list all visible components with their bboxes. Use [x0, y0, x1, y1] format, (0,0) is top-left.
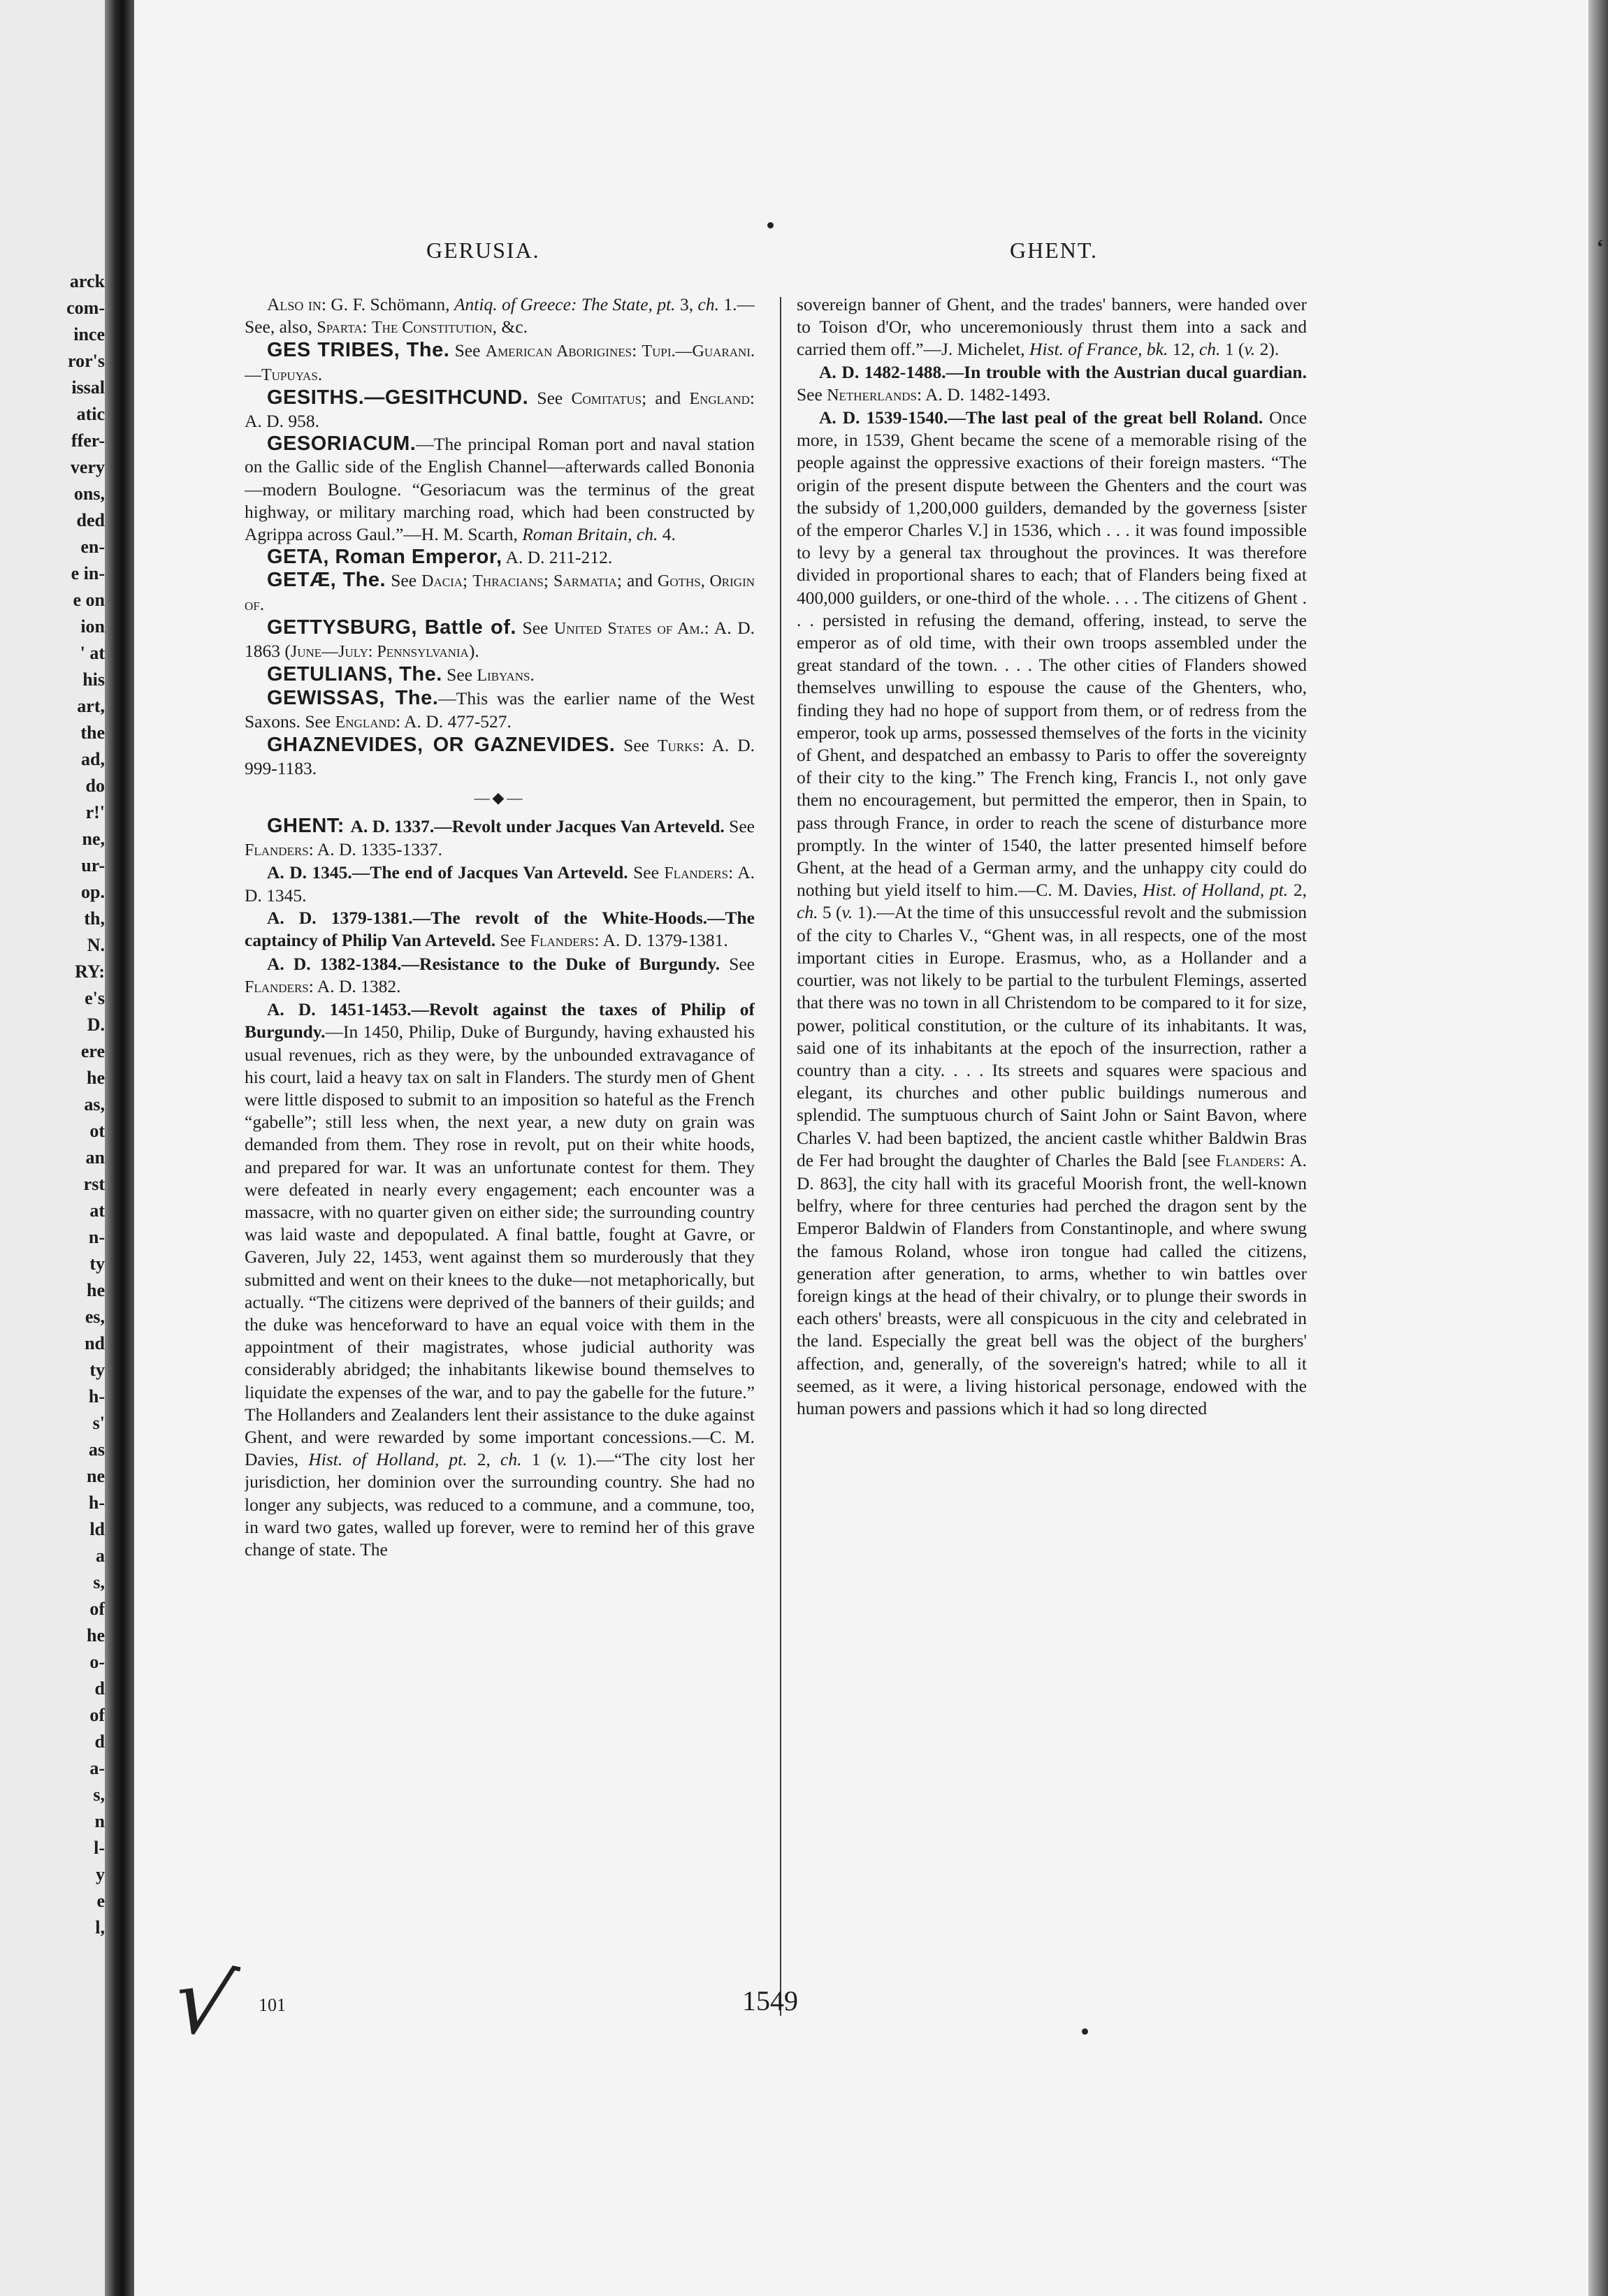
entry-text: —In 1450, Philip, Duke of Burgundy, having exhausted his usual revenues, rich as they were, by the unbounded extravagance of his court, laid a heavy tax on salt in Flanders. The sturdy men of Ghent were little disposed to submit to an imposition so hateful as the French “gabelle”; still less when, the next year, a new duty on grain was demanded from them. They rose in revolt, put on their white hoods, and prepared for war. It was an unfortunate contest for them. They were defeated in nearly every engagement; each encounter was a massacre, with no quarter given on either side; the surrounding country was laid waste and depopulated. A final battle, fought at Gavre, or Gaveren, July 22, 1453, went against them so murderously that they submitted and went on their knees to the duke—not metaphorically, but actually. “The citizens were deprived of the banners of their guilds; and the duke was henceforward to have an equal voice with them in the appointment of their magistrates, whose judicial authority was considerably abridged; the inhabitants likewise bound themselves to liquidate the expenses of the war, and to pay the gabelle for the future.” The Hollanders and Zealanders lent their assistance to the duke against Ghent, and were rewarded by some important concessions.—C. M. Davies,: [245, 1022, 755, 1470]
dictionary-entry: [797, 361, 1307, 407]
entry-text: : A. D. 863], the city hall with its graceful Moorish front, the well-known belfry, where for three centuries had perched the dragon sent by the Emperor Baldwin of Flanders from Constantinople, and where swung the famous Roland, whose iron tongue had called the citizens, generation after generation, to arms, whether to win battles over foreign kings at the head of their chivalry, or to plunge their swords in each others' breasts, were all conspicuous in the city and celebrated in the land. Especially the great bell was the object of the burghers' affection, and, generally, of the sovereign's hatred; while to all it seemed, as it were, a living historical personage, endowed with the human powers and passions which it had so long directed: [797, 1149, 1307, 1418]
entry-text: : A. D. 1482-1493.: [916, 384, 1051, 405]
prev-page-fragment: o-: [89, 1652, 105, 1672]
column-rule: [780, 297, 781, 2016]
prev-page-fragment: ion: [80, 616, 105, 637]
dictionary-entry: [245, 734, 755, 780]
entry-text: See: [442, 664, 477, 685]
signature-number: 101: [259, 1995, 286, 2015]
running-head-left: GERUSIA.: [426, 238, 540, 263]
entry-text: ).: [468, 641, 479, 662]
entry-text: See: [720, 953, 755, 974]
prev-page-fragment: ld: [89, 1519, 105, 1539]
prev-page-fragment: as: [88, 1439, 105, 1460]
entry-text: See: [516, 617, 554, 638]
page-right-edge: [1588, 0, 1608, 2296]
prev-page-fragment: art,: [77, 696, 105, 716]
entry-text: See: [615, 734, 658, 755]
entry-text: —The principal Roman port and naval station on the Gallic side of the English Channel—afterwards called Bononia—modern Boulogne. “Gesoriacum was the terminus of the great highway, or military marching road, which had been constructed by Agrippa across Gaul.”—H. M. Scarth,: [245, 434, 755, 545]
dictionary-entry: [245, 815, 755, 861]
entry-text: 3,: [679, 294, 698, 314]
prev-page-fragment: ror's: [68, 351, 105, 371]
entry-text: See: [724, 816, 755, 837]
entry-text: : A. D. 477-527.: [396, 711, 512, 732]
entry-text: 1 (: [1220, 339, 1245, 360]
prev-page-fragment: as,: [84, 1094, 105, 1114]
prev-page-fragment: s,: [93, 1572, 105, 1592]
prev-page-fragment: ty: [89, 1360, 105, 1380]
entry-text: : A. D. 1345.: [245, 862, 755, 906]
prev-page-fragment: the: [80, 722, 105, 743]
entry-subheading: A. D. 1539-1540.—The last peal of the great bell Roland.: [819, 407, 1263, 428]
prev-page-fragment: e: [96, 1891, 105, 1911]
prev-page-fragment: r!': [85, 802, 105, 822]
entry-text: 1).—At the time of this unsuccessful revolt and the submission of the city to Charles V., “Ghent was, in all respects, one of the most important cities in Europe. Erasmus, who, as a Hollander and a courtier, was not likely to be partial to the turbulent Flemings, asserted that there was no town in all Christendom to be compared to it for size, power, political constitution, or the culture of its inhabitants. It was, said one of its inhabitants at the epoch of the insurrection, rather a country than a city. . . . Its streets and squares were spacious and elegant, its churches and other public buildings numerous and splendid. The sumptuous church of Saint John or Saint Bavon, where Charles V. had been baptized, the ancient castle whither Baldwin Bras de Fer had brought the daughter of Charles the Bald [see: [797, 902, 1307, 1170]
entry-text: Hist. of France, bk.: [1029, 339, 1168, 360]
entry-text: : A. D. 958.: [245, 387, 755, 432]
entry-text: Flanders: [1215, 1151, 1280, 1170]
entry-text: v.: [556, 1449, 567, 1470]
prev-page-fragment: n: [94, 1811, 105, 1831]
ink-dot: [1082, 2028, 1088, 2035]
entry-text: ; and: [616, 570, 658, 591]
entry-headword: GETTYSBURG, Battle of.: [267, 616, 516, 639]
entry-text: ch.: [697, 294, 719, 314]
prev-page-fragment: es,: [85, 1307, 105, 1327]
prev-page-fragment: at: [89, 1200, 105, 1221]
entry-text: : G. F. Schömann,: [321, 294, 454, 314]
prev-page-fragment: of: [89, 1599, 105, 1619]
prev-page-fragment: d: [94, 1731, 105, 1752]
entry-text: Flanders: [245, 978, 309, 996]
right-column: [797, 293, 1307, 1977]
prev-page-fragment: an: [85, 1147, 105, 1168]
prev-page-fragment: rst: [83, 1174, 105, 1194]
entry-text: .: [317, 363, 323, 384]
prev-page-fragment: e on: [73, 590, 105, 610]
left-column: [245, 293, 755, 1998]
entry-text: See: [449, 340, 486, 361]
dictionary-entry: [797, 293, 1307, 361]
entry-subheading: A. D. 1337.—Revolt under Jacques Van Arteveld.: [350, 816, 725, 837]
entry-headword: GETULIANS, The.: [267, 663, 442, 686]
entry-text: See: [628, 862, 665, 882]
prev-page-fragment: en-: [80, 537, 105, 557]
entry-text: 1 (: [521, 1449, 556, 1470]
entry-text: June—July: Pennsylvania: [290, 643, 469, 662]
dictionary-entry: [245, 862, 755, 907]
entry-text: v.: [1244, 339, 1256, 360]
entry-headword: GETA, Roman Emperor,: [267, 546, 502, 569]
entry-text: ch.: [500, 1449, 522, 1470]
prev-page-fragment: he: [87, 1068, 105, 1088]
entry-text: See: [495, 930, 530, 951]
prev-page-fragment: d: [94, 1678, 105, 1699]
entry-headword: GETÆ, The.: [267, 569, 386, 592]
prev-page-fragment: his: [82, 669, 105, 690]
entry-text: American Aborigines: [485, 342, 632, 361]
entry-text: Flanders: [664, 864, 729, 882]
dictionary-entry: [245, 569, 755, 616]
dictionary-entry: [245, 687, 755, 733]
prev-page-fragment: l,: [95, 1917, 105, 1938]
entry-text: Tupi.—Guarani.—Tupuyas: [245, 342, 755, 384]
entry-text: :: [362, 317, 372, 337]
entry-subheading: A. D. 1382-1384.—Resistance to the Duke of Burgundy.: [267, 953, 720, 974]
prev-page-fragment: ad,: [81, 749, 105, 769]
prev-page-fragment: l-: [94, 1838, 105, 1858]
entry-text: Thracians: [472, 572, 544, 591]
entry-text: Flanders: [245, 841, 309, 859]
entry-headword: GHENT:: [267, 815, 351, 838]
prev-page-fragment: ne: [87, 1466, 105, 1486]
prev-page-fragment: atic: [76, 404, 105, 424]
entry-subheading: A. D. 1482-1488.—In trouble with the Austrian ducal guardian.: [819, 361, 1307, 382]
edge-mark: ‘: [1596, 234, 1604, 259]
entry-subheading: A. D. 1345.—The end of Jacques Van Arteveld.: [267, 862, 628, 882]
entry-text: A. D. 211-212.: [502, 547, 613, 568]
entry-text: .: [259, 593, 265, 614]
pencil-checkmark: √: [164, 1945, 243, 2061]
entry-text: Dacia: [421, 572, 463, 591]
entry-headword: GESITHS.—GESITHCUND.: [267, 386, 529, 409]
prev-page-fragment: he: [87, 1280, 105, 1300]
entry-text: Sparta: [317, 319, 363, 337]
entry-text: 12,: [1168, 339, 1199, 360]
prev-page-fragment: com-: [66, 298, 105, 318]
entry-text: 4.: [658, 524, 676, 545]
entry-text: 1.—See, also,: [245, 294, 755, 337]
entry-text: : A. D. 1863 (: [245, 617, 755, 662]
entry-text: sovereign banner of Ghent, and the trades' banners, were handed over to Toison d'Or, who unceremoniously thrust them into a sack and carried them off.”—J. Michelet,: [797, 294, 1307, 360]
prev-page-fragment: ur-: [81, 855, 105, 875]
entry-text: : A. D. 999-1183.: [245, 734, 755, 779]
entry-text: Roman Britain, ch.: [522, 524, 658, 545]
entry-text: Goths, Origin of: [245, 572, 755, 614]
page-number: 1549: [742, 1985, 798, 2017]
entry-text: ch.: [797, 902, 818, 923]
prev-page-fragment: ot: [89, 1121, 105, 1141]
dictionary-entry: [245, 386, 755, 433]
previous-page-margin: [0, 0, 112, 2296]
entry-headword: GEWISSAS, The.: [267, 687, 439, 710]
entry-text: 2,: [1288, 880, 1307, 901]
dictionary-entry: [245, 953, 755, 998]
entry-text: Sarmatia: [553, 572, 617, 591]
prev-page-fragment: e in-: [71, 563, 105, 583]
entry-text: Libyans: [477, 667, 530, 685]
entry-subheading: A. D. 1451-1453.—Revolt against the taxes of Philip of Burgundy.: [245, 999, 755, 1042]
entry-headword: GES TRIBES, The.: [267, 339, 450, 362]
ink-dot: [767, 222, 774, 228]
prev-page-fragment: a: [96, 1546, 105, 1566]
entry-text: Hist. of Holland, pt.: [308, 1449, 468, 1470]
running-head-right: GHENT.: [1010, 238, 1099, 263]
prev-page-fragment: ince: [73, 324, 105, 344]
entry-text: England: [689, 389, 750, 408]
prev-page-fragment: ons,: [73, 484, 105, 504]
dictionary-entry: [245, 339, 755, 386]
entry-text: —This was the earlier name of the West Saxons. See: [245, 688, 755, 732]
dictionary-entry: [245, 546, 755, 569]
prev-page-fragment: a-: [89, 1758, 105, 1778]
entry-text: Turks: [657, 736, 700, 755]
dictionary-entry: [245, 433, 755, 546]
section-divider: —◆—: [474, 789, 526, 807]
entry-text: :: [632, 340, 642, 361]
prev-page-fragment: n-: [88, 1227, 105, 1247]
prev-page-fragment: ty: [89, 1254, 105, 1274]
entry-text: ; and: [642, 387, 690, 408]
prev-page-fragment: ded: [76, 510, 105, 530]
prev-page-fragment: RY:: [75, 961, 105, 982]
prev-page-fragment: s': [92, 1413, 105, 1433]
prev-page-fragment: h-: [88, 1492, 105, 1513]
entry-text: 1).—“The city lost her jurisdiction, her dominion over the surrounding country. She had no longer any subjects, was reduced to a commune, and a commune, too, in ward two gates, walled up forever, were to remind her of this grave change of state. The: [245, 1449, 755, 1560]
prev-page-fragment: op.: [81, 882, 105, 902]
prev-page-fragment: e's: [85, 988, 105, 1008]
prev-page-fragment: he: [87, 1625, 105, 1645]
entry-text: : A. D. 1335-1337.: [308, 838, 442, 859]
book-binding-shadow: [105, 0, 134, 2296]
entry-text: ;: [543, 570, 554, 591]
entry-text: Flanders: [530, 932, 595, 951]
entry-text: Netherlands: [827, 386, 917, 405]
dictionary-entry: [797, 407, 1307, 1420]
prev-page-fragment: do: [85, 776, 105, 796]
entry-text: See: [386, 570, 422, 591]
dictionary-entry: [245, 293, 755, 339]
prev-page-fragment: N.: [87, 935, 105, 955]
entry-text: England: [335, 713, 396, 732]
prev-page-fragment: th,: [84, 908, 105, 929]
entry-text: Also in: [267, 294, 321, 314]
entry-text: ;: [463, 570, 473, 591]
prev-page-fragment: ' at: [80, 643, 105, 663]
prev-page-fragment: y: [96, 1864, 105, 1884]
entry-text: v.: [841, 902, 853, 923]
prev-page-fragment: ne,: [82, 829, 105, 849]
entry-text: 2).: [1255, 339, 1280, 360]
entry-text: ch.: [1198, 339, 1221, 360]
entry-headword: GESORIACUM.: [267, 433, 417, 456]
prev-page-fragment: nd: [85, 1333, 105, 1353]
entry-text: See: [797, 384, 827, 405]
dictionary-entry: [245, 998, 755, 1561]
entry-subheading: A. D. 1379-1381.—The revolt of the White-Hoods.—The captaincy of Philip Van Arteveld.: [245, 908, 755, 951]
prev-page-fragment: s,: [93, 1785, 105, 1805]
entry-text: , &c.: [492, 317, 528, 337]
entry-text: 5 (: [818, 902, 842, 923]
entry-text: See: [528, 387, 572, 408]
entry-text: Comitatus: [571, 389, 642, 408]
prev-page-fragment: ffer-: [71, 430, 105, 451]
entry-text: Hist. of Holland, pt.: [1143, 880, 1289, 901]
prev-page-fragment: of: [89, 1705, 105, 1725]
dictionary-entry: [245, 616, 755, 663]
prev-page-fragment: very: [70, 457, 105, 477]
prev-page-fragment: issal: [71, 377, 105, 398]
entry-text: Antiq. of Greece: The State, pt.: [454, 294, 680, 314]
entry-text: Once more, in 1539, Ghent became the scene of a memorable rising of the people against the oppressive exactions of their foreign masters. “The origin of the present dispute between the Ghenters and the court was the subsidy of 1,200,000 guilders, demanded by the governess [sister of the emperor Charles V.] in 1536, which . . . it was found impossible to levy by a general tax throughout the provinces. It was therefore divided in proportional shares to each; that of Flanders being fixed at 400,000 guilders, or one-third of the whole. . . . The citizens of Ghent . . . persisted in refusing the demand, offering, instead, to serve the emperor as of old time, with their own troops assembled under the great standard of the town. . . . The other cities of Flanders showed themselves unwilling to espouse the cause of the Ghenters, who, finding they had no hope of support from them, or of redress from the emperor, took up arms, possessed themselves of the forts in the vicinity of Ghent, and despatched an embassy to Paris to offer the sovereignty of their city to the king.” The French king, Francis I., not only gave them no encouragement, but permitted the emperor, then in Spain, to pass through France, in order to reach the scene of disturbance more promptly. In the winter of 1540, the latter presented himself before Ghent, at the head of a German army, and the unhappy city could do nothing but yield itself to him.—C. M. Davies,: [797, 407, 1307, 901]
entry-text: 2,: [467, 1449, 500, 1470]
entry-text: United States of Am.: [553, 619, 704, 638]
prev-page-fragment: h-: [88, 1386, 105, 1407]
prev-page-fragment: ere: [80, 1041, 105, 1061]
entry-text: The Constitution: [372, 319, 493, 337]
entry-text: : A. D. 1379-1381.: [594, 930, 728, 951]
entry-text: : A. D. 1382.: [308, 975, 401, 996]
entry-text: .: [530, 664, 535, 685]
entry-headword: GHAZNEVIDES, OR GAZNEVIDES.: [267, 733, 616, 756]
dictionary-entry: [245, 663, 755, 687]
prev-page-fragment: arck: [69, 271, 105, 291]
dictionary-entry: [245, 907, 755, 952]
prev-page-fragment: D.: [87, 1015, 105, 1035]
